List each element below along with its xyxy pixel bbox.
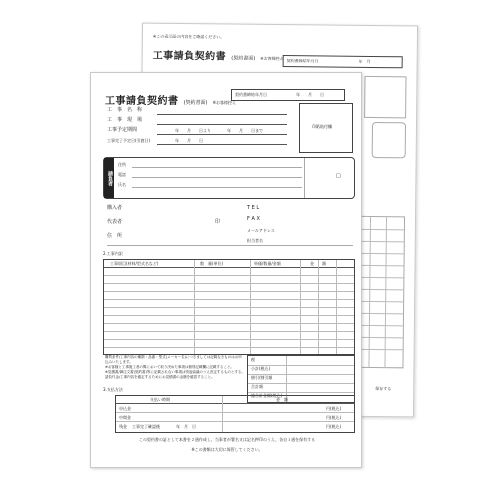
back-title-note: ※お客様控え: [260, 55, 284, 62]
row-label-period: 工事予定期間: [107, 127, 138, 133]
payment-row-balance: 残金: [119, 424, 127, 429]
contractor-badge: 請負者: [104, 158, 114, 198]
customer-email: メールアドレス: [247, 228, 275, 233]
footer-statement: この契約書の証として本書を２通作成し、当事者が署名又は記名押印のうえ、各自１通を保有する: [138, 437, 316, 442]
customer-fax: F A X: [247, 216, 260, 222]
front-title-paren: (契約書面): [183, 100, 208, 106]
note-4: 請負代金/工事内容を確定するためにお見積書の金額を確認すること。: [105, 375, 215, 379]
customer-seal: 印: [215, 219, 221, 225]
contractor-checkbox[interactable]: □: [336, 173, 341, 179]
row-label-site: 工 事 現 場: [107, 117, 143, 123]
row-value-completion: 年 月 日: [175, 138, 203, 143]
summary-total: 合計額: [251, 384, 263, 389]
stamp-label: 印紙貼付欄: [312, 124, 332, 129]
work-section-title: 2.工事内訳: [103, 251, 123, 256]
front-title: [105, 89, 236, 108]
back-title-paren: (契約書面): [231, 55, 256, 62]
payment-row-middle-unit: 円(税込): [326, 415, 342, 420]
back-stamp-box: [364, 76, 406, 118]
table-header-amount: 金 額: [310, 261, 326, 266]
payment-row-middle: 中間金: [119, 415, 131, 420]
customer-block: [107, 205, 353, 255]
payment-table: [115, 395, 355, 433]
back-date-box: [283, 55, 403, 68]
table-header-item: 工事項目(材料/型式名など): [110, 261, 159, 266]
notes-block: [105, 355, 245, 380]
back-right-box: [372, 122, 406, 158]
note-2: ※お客様と工事施工者の間において取り決めた事項は個別記載欄に記載すること。: [105, 365, 234, 369]
contractor-field-address: 住所: [118, 162, 126, 167]
summary-discount: 値引/割引額: [251, 375, 273, 380]
note-1: 購買条件/工事内容の種類・品番・型式(メーカー名)につきましては記載なきものはお申込みいたします。: [105, 355, 242, 364]
customer-label-rep: 代表者: [107, 219, 123, 225]
back-title-text: 工事請負契約書: [152, 50, 227, 63]
note-3: ※見積書/御注文書(契約書)等に記載されない事項は別途協議のうえ決定するものとする。: [105, 370, 245, 374]
back-date-unit: 年 月: [358, 58, 371, 64]
table-header-qty: 数 量(単位): [200, 261, 224, 266]
payment-header-amount: 金 額: [276, 397, 288, 402]
front-contract-sheet: [90, 72, 362, 468]
front-date-label: 契約書締結年月日: [235, 92, 267, 97]
payment-row-deposit: 申込金: [119, 406, 131, 411]
front-title-text: 工事請負契約書: [105, 96, 179, 107]
back-top-note: ※この表示面の内容をご確認ください。: [152, 33, 225, 40]
summary-subtotal: 小計(税込): [251, 366, 271, 371]
footer-note: ※この書類は大切に保管してください。: [191, 447, 263, 452]
summary-grand-total: 総合計金額(税込): [251, 393, 283, 398]
contractor-field-name: 氏名: [118, 182, 126, 187]
contractor-field-phone: 電話: [118, 172, 126, 177]
customer-staff: 担当者名: [247, 238, 263, 243]
payment-row-balance-date: 年 月 日: [176, 424, 196, 429]
row-label-name: 工 事 名 称: [107, 107, 143, 113]
payment-section-title: 3.支払方法: [103, 387, 123, 392]
work-table: [103, 259, 355, 355]
payment-row-deposit-unit: 円(税込): [326, 406, 342, 411]
summary-tax: 税: [251, 357, 255, 362]
front-date-box: [231, 89, 345, 101]
stamp-box: [299, 103, 353, 153]
table-header-unit: 単価/数量/金額: [254, 261, 281, 266]
back-title: [153, 44, 284, 64]
row-value-period: 年 月 日より 年 月 日まで: [175, 128, 263, 133]
back-date-label: 契約書締結年月日: [286, 58, 319, 64]
front-title-note: ※お客様控え: [212, 100, 236, 105]
contractor-block: [103, 157, 355, 199]
row-label-completion: 工事完了予定日(引渡日): [107, 138, 151, 143]
customer-label-address: 住 所: [107, 233, 123, 239]
customer-label-buyer: 購入者: [107, 205, 123, 211]
payment-row-balance-unit: 円(税込): [326, 424, 342, 429]
payment-row-balance-sub: 工事完了確認後: [132, 424, 160, 429]
payment-header-timing: 支払い時期: [150, 397, 170, 402]
back-foot: 保存する: [375, 386, 392, 392]
front-date-value: 年 月 日: [296, 92, 324, 97]
customer-tel: T E L: [247, 205, 260, 211]
